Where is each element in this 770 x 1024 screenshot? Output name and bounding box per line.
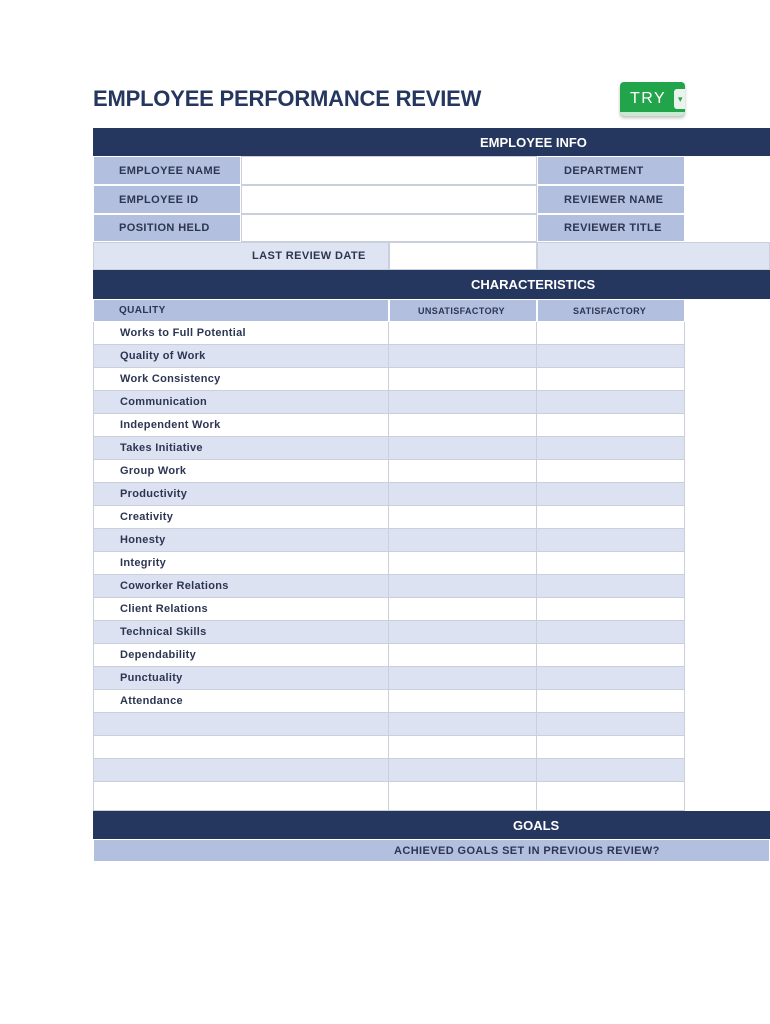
quality-cell	[93, 437, 389, 460]
table-row	[93, 598, 685, 621]
table-row	[93, 483, 685, 506]
satisfactory-cell[interactable]	[537, 713, 685, 736]
table-row	[93, 460, 685, 483]
goals-header	[93, 811, 770, 839]
table-row	[93, 437, 685, 460]
column-header-quality	[93, 299, 389, 322]
table-row	[93, 414, 685, 437]
position-held-label	[93, 214, 241, 242]
quality-cell	[93, 368, 389, 391]
quality-cell[interactable]	[93, 736, 389, 759]
try-button-underline	[620, 112, 685, 116]
unsatisfactory-cell[interactable]	[389, 368, 537, 391]
satisfactory-cell[interactable]	[537, 575, 685, 598]
quality-cell	[93, 506, 389, 529]
characteristics-title: CHARACTERISTICS	[471, 277, 596, 292]
unsatisfactory-cell[interactable]	[389, 621, 537, 644]
quality-cell	[93, 552, 389, 575]
unsatisfactory-cell[interactable]	[389, 460, 537, 483]
satisfactory-cell[interactable]	[537, 460, 685, 483]
unsatisfactory-cell[interactable]	[389, 667, 537, 690]
column-header-unsatisfactory-text: UNSATISFACTORY	[418, 306, 505, 316]
employee-name-input[interactable]	[241, 156, 537, 185]
reviewer-title-label-text: REVIEWER TITLE	[564, 222, 662, 234]
quality-cell	[93, 667, 389, 690]
unsatisfactory-cell[interactable]	[389, 345, 537, 368]
quality-name: Productivity	[120, 488, 188, 500]
quality-name: Works to Full Potential	[120, 327, 246, 339]
characteristics-header	[93, 270, 770, 299]
satisfactory-cell[interactable]	[537, 759, 685, 782]
employee-id-label	[93, 185, 241, 214]
reviewer-name-label-text: REVIEWER NAME	[564, 194, 664, 206]
table-row	[93, 644, 685, 667]
satisfactory-cell[interactable]	[537, 644, 685, 667]
quality-cell	[93, 690, 389, 713]
satisfactory-cell[interactable]	[537, 368, 685, 391]
unsatisfactory-cell[interactable]	[389, 782, 537, 811]
achieved-goals-question-text: ACHIEVED GOALS SET IN PREVIOUS REVIEW?	[394, 845, 660, 857]
position-held-label-text: POSITION HELD	[119, 222, 210, 234]
quality-cell	[93, 414, 389, 437]
quality-name: Group Work	[120, 465, 187, 477]
quality-cell	[93, 391, 389, 414]
reviewer-name-label	[537, 185, 685, 214]
satisfactory-cell[interactable]	[537, 621, 685, 644]
table-row	[93, 391, 685, 414]
unsatisfactory-cell[interactable]	[389, 391, 537, 414]
last-review-date-filler	[537, 242, 770, 270]
quality-name: Work Consistency	[120, 373, 221, 385]
employee-name-label	[93, 156, 241, 185]
employee-id-input[interactable]	[241, 185, 537, 214]
unsatisfactory-cell[interactable]	[389, 690, 537, 713]
satisfactory-cell[interactable]	[537, 414, 685, 437]
unsatisfactory-cell[interactable]	[389, 713, 537, 736]
column-header-quality-text: QUALITY	[119, 305, 166, 316]
table-row	[93, 552, 685, 575]
quality-cell	[93, 598, 389, 621]
satisfactory-cell[interactable]	[537, 782, 685, 811]
unsatisfactory-cell[interactable]	[389, 759, 537, 782]
satisfactory-cell[interactable]	[537, 598, 685, 621]
satisfactory-cell[interactable]	[537, 690, 685, 713]
quality-cell[interactable]	[93, 713, 389, 736]
table-row	[93, 621, 685, 644]
quality-name: Honesty	[120, 534, 166, 546]
unsatisfactory-cell[interactable]	[389, 437, 537, 460]
table-row	[93, 529, 685, 552]
unsatisfactory-cell[interactable]	[389, 414, 537, 437]
quality-cell	[93, 483, 389, 506]
table-row	[93, 667, 685, 690]
quality-name: Technical Skills	[120, 626, 207, 638]
table-row	[93, 759, 685, 782]
satisfactory-cell[interactable]	[537, 483, 685, 506]
quality-name: Creativity	[120, 511, 174, 523]
table-row	[93, 368, 685, 391]
quality-name: Communication	[120, 396, 208, 408]
table-row	[93, 736, 685, 759]
try-button-label: TRY	[630, 90, 667, 107]
last-review-date-input[interactable]	[389, 242, 537, 270]
satisfactory-cell[interactable]	[537, 736, 685, 759]
employee-info-header	[93, 128, 770, 156]
quality-cell	[93, 575, 389, 598]
quality-cell	[93, 460, 389, 483]
satisfactory-cell[interactable]	[537, 529, 685, 552]
quality-cell	[93, 322, 389, 345]
satisfactory-cell[interactable]	[537, 345, 685, 368]
department-label-text: DEPARTMENT	[564, 165, 644, 177]
table-row	[93, 713, 685, 736]
satisfactory-cell[interactable]	[537, 506, 685, 529]
table-row	[93, 506, 685, 529]
table-row	[93, 575, 685, 598]
quality-name: Coworker Relations	[120, 580, 229, 592]
quality-name: Attendance	[120, 695, 183, 707]
satisfactory-cell[interactable]	[537, 667, 685, 690]
quality-name: Client Relations	[120, 603, 208, 615]
table-row	[93, 322, 685, 345]
quality-name: Integrity	[120, 557, 167, 569]
column-header-satisfactory-text: SATISFACTORY	[573, 306, 647, 316]
page-title: EMPLOYEE PERFORMANCE REVIEW	[93, 86, 482, 111]
goals-title: GOALS	[513, 818, 560, 833]
chevron-down-icon[interactable]: ▾	[674, 89, 685, 109]
last-review-date-label-text: LAST REVIEW DATE	[252, 250, 366, 262]
try-button[interactable]	[620, 82, 685, 116]
quality-name: Punctuality	[120, 672, 183, 684]
unsatisfactory-cell[interactable]	[389, 322, 537, 345]
unsatisfactory-cell[interactable]	[389, 529, 537, 552]
unsatisfactory-cell[interactable]	[389, 736, 537, 759]
quality-name: Independent Work	[120, 419, 221, 431]
achieved-goals-question	[93, 839, 770, 862]
department-label	[537, 156, 685, 185]
column-header-unsatisfactory	[389, 299, 537, 322]
quality-cell	[93, 345, 389, 368]
quality-cell	[93, 529, 389, 552]
table-row	[93, 782, 685, 811]
quality-cell	[93, 644, 389, 667]
quality-cell[interactable]	[93, 782, 389, 811]
position-held-input[interactable]	[241, 214, 537, 242]
quality-name: Quality of Work	[120, 350, 206, 362]
satisfactory-cell[interactable]	[537, 391, 685, 414]
quality-name: Dependability	[120, 649, 197, 661]
employee-info-title: EMPLOYEE INFO	[480, 135, 587, 150]
quality-name: Takes Initiative	[120, 442, 203, 454]
reviewer-title-label	[537, 214, 685, 242]
unsatisfactory-cell[interactable]	[389, 552, 537, 575]
satisfactory-cell[interactable]	[537, 322, 685, 345]
unsatisfactory-cell[interactable]	[389, 483, 537, 506]
employee-name-label-text: EMPLOYEE NAME	[119, 165, 221, 177]
quality-cell[interactable]	[93, 759, 389, 782]
column-header-satisfactory	[537, 299, 685, 322]
table-row	[93, 345, 685, 368]
unsatisfactory-cell[interactable]	[389, 598, 537, 621]
unsatisfactory-cell[interactable]	[389, 506, 537, 529]
employee-id-label-text: EMPLOYEE ID	[119, 194, 199, 206]
unsatisfactory-cell[interactable]	[389, 644, 537, 667]
satisfactory-cell[interactable]	[537, 552, 685, 575]
table-row	[93, 690, 685, 713]
unsatisfactory-cell[interactable]	[389, 575, 537, 598]
satisfactory-cell[interactable]	[537, 437, 685, 460]
quality-cell	[93, 621, 389, 644]
last-review-date-label	[93, 242, 389, 270]
